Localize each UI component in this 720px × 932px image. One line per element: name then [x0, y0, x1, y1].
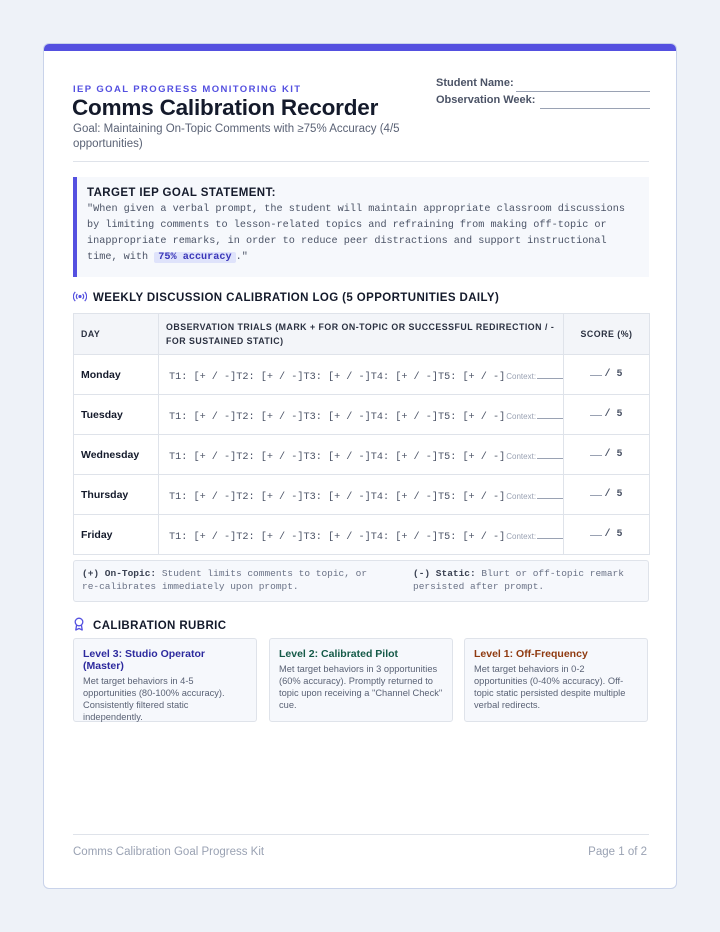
calibration-log-table	[73, 313, 650, 555]
table-row	[74, 475, 650, 515]
log-title-text: WEEKLY DISCUSSION CALIBRATION LOG (5 OPPORTUNITIES DAILY)	[93, 292, 500, 304]
score-cell[interactable]	[564, 355, 650, 395]
rubric-title-text: CALIBRATION RUBRIC	[93, 620, 227, 632]
level-2-title: Level 2: Calibrated Pilot	[279, 648, 399, 660]
trials-text: T1: [+ / -]T2: [+ / -]T3: [+ / -]T4: [+ / -]T5: [+ / -]	[169, 411, 506, 423]
level-1-title: Level 1: Off-Frequency	[474, 648, 588, 660]
goal-statement-text	[87, 202, 632, 266]
rubric-card-level-3	[73, 638, 257, 722]
trials-cell[interactable]	[159, 475, 564, 515]
score-field[interactable]	[590, 455, 602, 456]
observation-week-label: Observation Week:	[436, 94, 536, 106]
context-label: Context:	[506, 411, 537, 421]
rubric-card-level-2	[269, 638, 453, 722]
student-name-field[interactable]	[516, 91, 650, 92]
accuracy-highlight: 75% accuracy	[154, 252, 235, 263]
trials-cell[interactable]	[159, 435, 564, 475]
day-label: Monday	[74, 355, 159, 395]
score-suffix: / 5	[604, 409, 623, 420]
trials-text: T1: [+ / -]T2: [+ / -]T3: [+ / -]T4: [+ / -]T5: [+ / -]	[169, 491, 506, 503]
goal-statement-heading: TARGET IEP GOAL STATEMENT:	[87, 187, 276, 199]
score-suffix: / 5	[604, 369, 623, 380]
col-day-header: DAY	[74, 314, 159, 355]
rubric-card-level-1	[464, 638, 648, 722]
score-cell[interactable]	[564, 515, 650, 555]
level-1-description: Met target behaviors in 0-2 opportunities (0-40% accuracy). Off-topic static persisted despite multiple verbal redirects.	[474, 664, 626, 710]
legend-on-topic	[82, 567, 382, 593]
table-row	[74, 515, 650, 555]
page-title: Comms Calibration Recorder	[72, 95, 379, 120]
context-label: Context:	[506, 451, 537, 461]
day-label: Friday	[74, 515, 159, 555]
context-label: Context:	[506, 491, 537, 501]
table-header-row	[74, 314, 650, 355]
trials-text: T1: [+ / -]T2: [+ / -]T3: [+ / -]T4: [+ / -]T5: [+ / -]	[169, 451, 506, 463]
score-field[interactable]	[590, 415, 602, 416]
legend-plus-text: Student limits comments to topic, or re-calibrates immediately upon prompt.	[82, 568, 368, 592]
score-field[interactable]	[590, 535, 602, 536]
score-field[interactable]	[590, 375, 602, 376]
goal-statement-box	[73, 177, 649, 277]
observation-week-field[interactable]	[540, 108, 650, 109]
student-name-row	[436, 77, 650, 93]
broadcast-icon	[73, 291, 87, 304]
score-cell[interactable]	[564, 475, 650, 515]
trials-cell[interactable]	[159, 395, 564, 435]
context-field[interactable]	[537, 458, 563, 459]
accent-bar	[44, 44, 676, 51]
day-label: Tuesday	[74, 395, 159, 435]
legend-minus-text: Blurt or off-topic remark persisted after prompt.	[413, 568, 624, 592]
footer-kit-name: Comms Calibration Goal Progress Kit	[73, 846, 265, 858]
kit-label: IEP GOAL PROGRESS MONITORING KIT	[73, 84, 302, 95]
award-ribbon-icon	[73, 617, 87, 632]
trials-text: T1: [+ / -]T2: [+ / -]T3: [+ / -]T4: [+ / -]T5: [+ / -]	[169, 531, 506, 543]
level-2-description: Met target behaviors in 3 opportunities (60% accuracy). Promptly returned to topic upon receiving a "Channel Check" cue.	[279, 664, 443, 710]
worksheet-page	[43, 43, 677, 889]
context-field[interactable]	[537, 538, 563, 539]
legend-minus-key: (-) Static:	[413, 568, 476, 579]
col-score-header: SCORE (%)	[564, 314, 650, 355]
trials-cell[interactable]	[159, 355, 564, 395]
goal-text-end: ."	[235, 252, 248, 263]
header-divider	[73, 161, 649, 162]
log-section-title	[73, 291, 499, 304]
goal-text-body: "When given a verbal prompt, the student will maintain appropriate classroom discussions by limiting comments to lesson-related topics and refraining from making off-topic or inappropriate remarks, in order to reduce peer distractions and support instructional time, with	[87, 204, 625, 263]
score-suffix: / 5	[604, 449, 623, 460]
trials-cell[interactable]	[159, 515, 564, 555]
goal-subtitle: Goal: Maintaining On-Topic Comments with ≥75% Accuracy (4/5 opportunities)	[73, 123, 400, 150]
score-suffix: / 5	[604, 489, 623, 500]
trials-text: T1: [+ / -]T2: [+ / -]T3: [+ / -]T4: [+ / -]T5: [+ / -]	[169, 371, 506, 383]
table-row	[74, 435, 650, 475]
day-label: Thursday	[74, 475, 159, 515]
day-label: Wednesday	[74, 435, 159, 475]
table-row	[74, 395, 650, 435]
context-field[interactable]	[537, 498, 563, 499]
level-3-description: Met target behaviors in 4-5 opportunities (80-100% accuracy). Consistently filtered static independently.	[83, 676, 225, 722]
rubric-section-title	[73, 617, 226, 632]
context-label: Context:	[506, 371, 537, 381]
context-label: Context:	[506, 531, 537, 541]
observation-week-row	[436, 94, 650, 110]
student-name-label: Student Name:	[436, 77, 514, 89]
legend-box	[73, 560, 649, 602]
legend-static	[413, 567, 643, 593]
score-cell[interactable]	[564, 395, 650, 435]
col-trials-header: OBSERVATION TRIALS (MARK + FOR ON-TOPIC OR SUCCESSFUL REDIRECTION / - FOR SUSTAINED STATIC)	[159, 314, 564, 355]
table-row	[74, 355, 650, 395]
score-cell[interactable]	[564, 435, 650, 475]
score-field[interactable]	[590, 495, 602, 496]
level-3-title: Level 3: Studio Operator (Master)	[83, 648, 205, 672]
score-suffix: / 5	[604, 529, 623, 540]
context-field[interactable]	[537, 378, 563, 379]
page-number: Page 1 of 2	[588, 846, 647, 858]
legend-plus-key: (+) On-Topic:	[82, 568, 157, 579]
footer-divider	[73, 834, 649, 835]
context-field[interactable]	[537, 418, 563, 419]
